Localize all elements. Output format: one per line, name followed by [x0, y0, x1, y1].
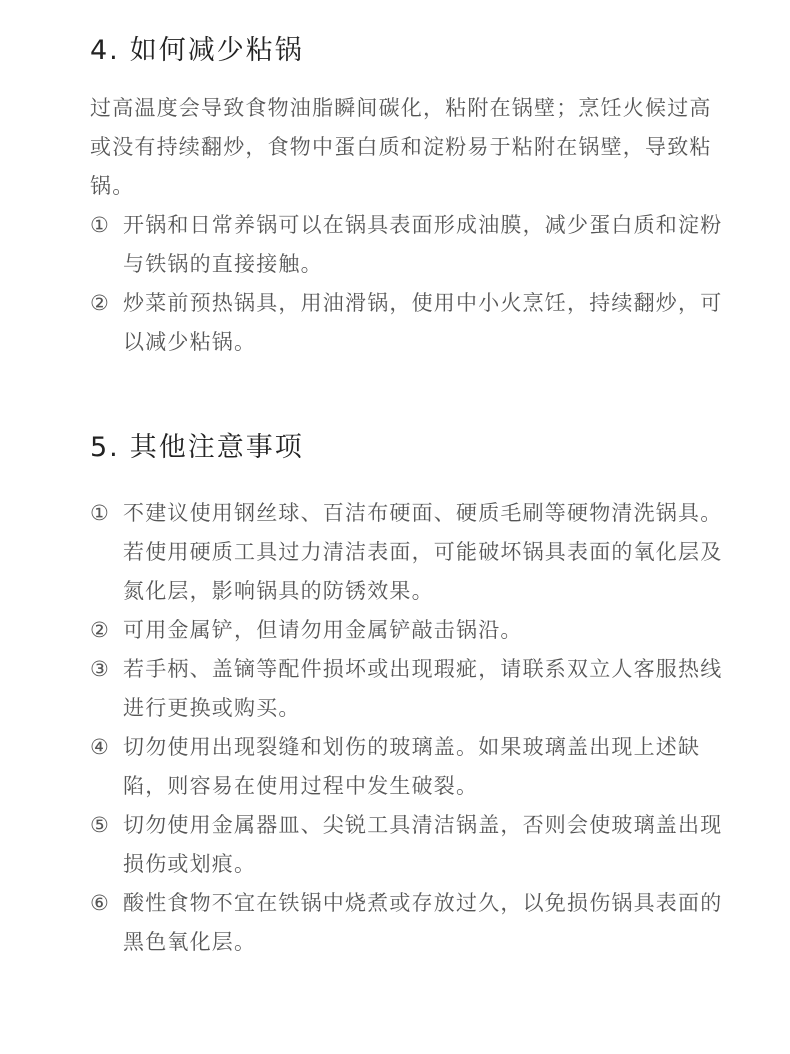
item-text: 不建议使用钢丝球、百洁布硬面、硬质毛刷等硬物清洗锅具。若使用硬质工具过力清洁表面，可能破坏锅具表面的氧化层及氮化层，影响锅具的防锈效果。 — [123, 501, 723, 603]
section-title-text: 其他注意事项 — [129, 432, 304, 463]
list-item — [90, 884, 730, 962]
item-text: 切勿使用出现裂缝和划伤的玻璃盖。如果玻璃盖出现上述缺陷，则容易在使用过程中发生破裂。 — [123, 735, 701, 798]
list-item — [90, 650, 730, 728]
section-title — [90, 430, 730, 466]
item-number-icon: ⑤ — [90, 813, 111, 837]
section-title-text: 如何减少粘锅 — [129, 35, 304, 66]
item-text: 炒菜前预热锅具，用油滑锅，使用中小火烹饪，持续翻炒，可以减少粘锅。 — [123, 291, 723, 354]
section-reduce-sticking — [90, 33, 730, 362]
section-number: 5. — [90, 432, 120, 463]
section-intro: 过高温度会导致食物油脂瞬间碳化，粘附在锅壁；烹饪火候过高或没有持续翻炒，食物中蛋白质和淀粉易于粘附在锅壁，导致粘锅。 — [90, 96, 712, 198]
list-item — [90, 284, 730, 362]
section-title — [90, 33, 730, 69]
item-number-icon: ② — [90, 291, 111, 315]
list-item — [90, 611, 730, 650]
item-text: 开锅和日常养锅可以在锅具表面形成油膜，减少蛋白质和淀粉与铁锅的直接接触。 — [123, 213, 723, 276]
item-number-icon: ① — [90, 213, 111, 237]
notes-list — [90, 494, 730, 962]
item-number-icon: ① — [90, 501, 111, 525]
section-number: 4. — [90, 35, 120, 66]
item-number-icon: ③ — [90, 657, 111, 681]
list-item — [90, 728, 730, 806]
item-text: 若手柄、盖镝等配件损坏或出现瑕疵，请联系双立人客服热线进行更换或购买。 — [123, 657, 723, 720]
item-text: 酸性食物不宜在铁锅中烧煮或存放过久，以免损伤锅具表面的黑色氧化层。 — [123, 891, 723, 954]
item-number-icon: ⑥ — [90, 891, 111, 915]
section-other-notes — [90, 430, 730, 962]
item-number-icon: ② — [90, 618, 111, 642]
list-item — [90, 806, 730, 884]
tips-list — [90, 206, 730, 362]
list-item — [90, 494, 730, 611]
item-number-icon: ④ — [90, 735, 111, 759]
list-item — [90, 206, 730, 284]
item-text: 切勿使用金属器皿、尖锐工具清洁锅盖，否则会使玻璃盖出现损伤或划痕。 — [123, 813, 723, 876]
item-text: 可用金属铲，但请勿用金属铲敲击锅沿。 — [123, 618, 523, 642]
